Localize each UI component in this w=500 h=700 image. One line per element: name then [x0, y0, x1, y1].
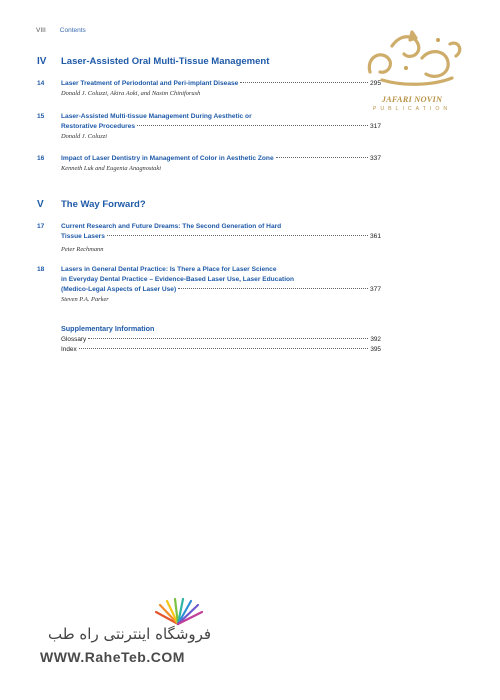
chapter-number: 14 — [37, 80, 45, 87]
supp-page: 395 — [370, 346, 381, 353]
chapter-title: Laser-Assisted Multi-tissue Management During Aesthetic or — [61, 113, 252, 120]
part-title: The Way Forward? — [61, 199, 146, 210]
chapter-authors: Peter Rechmann — [61, 246, 104, 253]
chapter-page: 295 — [369, 80, 381, 87]
supp-page: 392 — [370, 336, 381, 343]
chapter-authors: Kenneth Luk and Eugenia Anagnostaki — [61, 165, 161, 172]
store-url: WWW.RaheTeb.COM — [40, 649, 185, 665]
part-heading — [37, 56, 269, 67]
chapter-page: 377 — [369, 286, 381, 293]
chapter-title: Laser Treatment of Periodontal and Peri-implant Disease — [61, 80, 239, 87]
part-number: V — [37, 199, 44, 210]
store-name-persian: فروشگاه اینترنتی راه طب — [48, 625, 212, 643]
chapter-title: Impact of Laser Dentistry in Management of Color in Aesthetic Zone — [61, 155, 274, 162]
calligraphy-logo-icon — [352, 28, 472, 90]
toc-entry[interactable] — [37, 265, 381, 303]
toc-entry-glossary[interactable] — [61, 335, 381, 345]
dot-leader — [240, 82, 368, 83]
supplementary-heading: Supplementary Information — [61, 324, 155, 333]
chapter-number: 15 — [37, 113, 45, 120]
chapter-authors: Donald J. Coluzzi — [61, 133, 107, 140]
chapter-page: 337 — [369, 155, 381, 162]
chapter-number: 18 — [37, 266, 45, 273]
supplementary-list — [61, 335, 381, 355]
chapter-title-cont: (Medico-Legal Aspects of Laser Use) — [61, 286, 177, 293]
page-number: VIII — [36, 27, 46, 34]
chapter-title-cont: Tissue Lasers — [61, 233, 105, 240]
toc-entry-index[interactable] — [61, 345, 381, 355]
dot-leader — [137, 125, 368, 126]
part-number: IV — [37, 56, 47, 67]
chapter-title-cont: in Everyday Dental Practice – Evidence-Based Laser Use, Laser Education — [61, 276, 295, 283]
dot-leader — [79, 348, 369, 349]
dot-leader — [107, 235, 368, 236]
publisher-name: JAFARI NOVIN — [381, 95, 443, 104]
chapter-authors: Steven P.A. Parker — [61, 296, 109, 303]
toc-entry[interactable] — [37, 222, 381, 253]
chapter-page: 317 — [369, 123, 381, 130]
dot-leader — [88, 338, 368, 339]
chapter-page: 361 — [369, 233, 381, 240]
supp-label: Glossary — [61, 336, 87, 343]
part-heading — [37, 199, 146, 210]
store-watermark — [40, 598, 230, 668]
toc-entry[interactable] — [37, 79, 381, 97]
chapter-number: 16 — [37, 155, 45, 162]
chapter-title: Current Research and Future Dreams: The Second Generation of Hard — [61, 223, 282, 230]
dot-leader — [178, 288, 368, 289]
supp-label: Index — [61, 346, 77, 353]
publisher-subtitle: PUBLICATION — [372, 106, 452, 112]
publisher-watermark — [352, 28, 472, 112]
chapter-title-cont: Restorative Procedures — [61, 123, 136, 130]
running-header — [36, 27, 86, 34]
dot-leader — [276, 157, 368, 158]
toc-entry[interactable] — [37, 154, 381, 172]
chapter-title: Lasers in General Dental Practice: Is There a Place for Laser Science — [61, 266, 277, 273]
running-title: Contents — [59, 27, 86, 34]
book-fan-logo-icon — [148, 598, 208, 628]
toc-entry[interactable] — [37, 112, 381, 140]
part-title: Laser-Assisted Oral Multi-Tissue Management — [61, 56, 270, 67]
chapter-authors: Donald J. Coluzzi, Akira Aoki, and Nasim Chiniforush — [61, 90, 201, 97]
chapter-number: 17 — [37, 223, 45, 230]
